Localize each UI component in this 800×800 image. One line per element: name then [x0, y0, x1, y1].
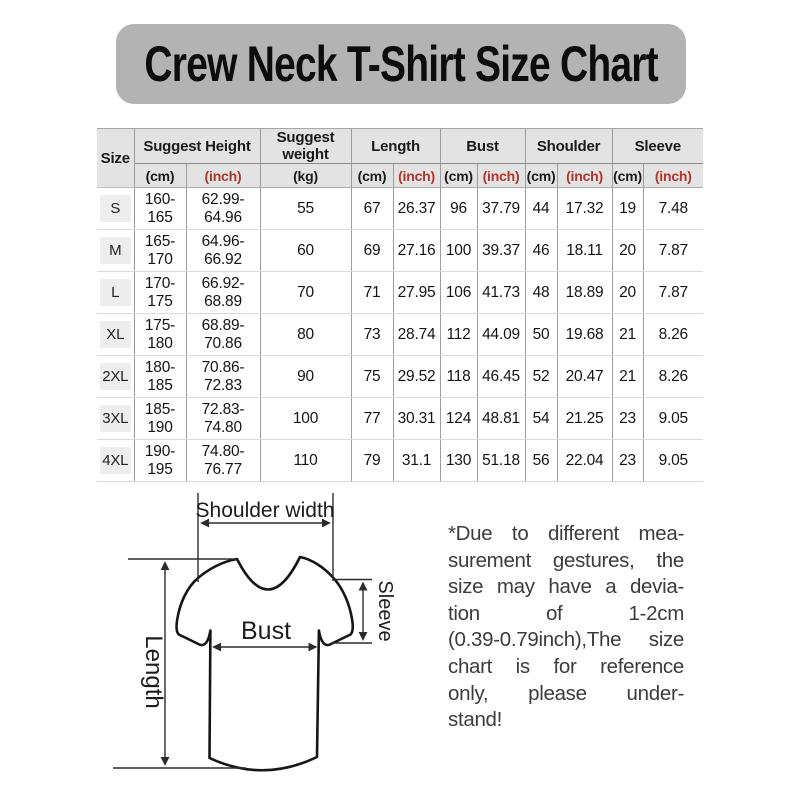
value-cell: 75 — [351, 356, 393, 398]
value-cell: 70 — [260, 272, 351, 314]
value-cell: 20 — [612, 272, 643, 314]
value-cell: 96 — [440, 188, 477, 230]
header-size: Size — [97, 129, 134, 188]
value-cell: 118 — [440, 356, 477, 398]
value-cell: 19.68 — [557, 314, 612, 356]
value-cell: 46.45 — [477, 356, 525, 398]
value-cell: 90 — [260, 356, 351, 398]
shoulder-width-label: Shoulder width — [195, 499, 335, 522]
value-cell: 100 — [260, 398, 351, 440]
header-suggest-height: Suggest Height — [134, 129, 260, 164]
value-cell: 69 — [351, 230, 393, 272]
value-cell: 17.32 — [557, 188, 612, 230]
table-row — [97, 440, 703, 482]
page-title: Crew Neck T-Shirt Size Chart — [144, 36, 658, 92]
value-cell: 7.87 — [643, 272, 703, 314]
value-cell: 48 — [525, 272, 557, 314]
disclaimer-line: surement gestures, the — [448, 548, 684, 572]
unit-sleeve-inch: (inch) — [643, 164, 703, 188]
value-cell: 190-195 — [134, 440, 186, 482]
table-row — [97, 398, 703, 440]
unit-weight-kg: (kg) — [260, 164, 351, 188]
size-cell — [97, 356, 134, 398]
unit-length-cm: (cm) — [351, 164, 393, 188]
table-row — [97, 188, 703, 230]
value-cell: 62.99-64.96 — [186, 188, 260, 230]
value-cell: 7.87 — [643, 230, 703, 272]
unit-bust-inch: (inch) — [477, 164, 525, 188]
size-label: S — [100, 195, 131, 222]
value-cell: 22.04 — [557, 440, 612, 482]
value-cell: 180-185 — [134, 356, 186, 398]
value-cell: 106 — [440, 272, 477, 314]
header-sleeve: Sleeve — [612, 129, 703, 164]
value-cell: 26.37 — [393, 188, 440, 230]
disclaimer-line: chart is for reference — [448, 654, 684, 678]
unit-length-inch: (inch) — [393, 164, 440, 188]
size-label: 2XL — [100, 363, 131, 390]
disclaimer-line: size may have a devia- — [448, 575, 684, 599]
size-cell — [97, 440, 134, 482]
value-cell: 21 — [612, 314, 643, 356]
table-row — [97, 272, 703, 314]
table-row — [97, 356, 703, 398]
size-label: XL — [100, 321, 131, 348]
value-cell: 185-190 — [134, 398, 186, 440]
title-banner — [116, 24, 686, 104]
value-cell: 46 — [525, 230, 557, 272]
unit-shoulder-cm: (cm) — [525, 164, 557, 188]
unit-sleeve-cm: (cm) — [612, 164, 643, 188]
header-length: Length — [351, 129, 440, 164]
value-cell: 41.73 — [477, 272, 525, 314]
value-cell: 77 — [351, 398, 393, 440]
size-table — [97, 128, 703, 482]
value-cell: 80 — [260, 314, 351, 356]
value-cell: 74.80-76.77 — [186, 440, 260, 482]
sleeve-label: Sleeve — [374, 580, 396, 642]
size-cell — [97, 398, 134, 440]
value-cell: 52 — [525, 356, 557, 398]
value-cell: 175-180 — [134, 314, 186, 356]
value-cell: 20.47 — [557, 356, 612, 398]
length-label: Length — [140, 635, 167, 709]
value-cell: 9.05 — [643, 440, 703, 482]
unit-bust-cm: (cm) — [440, 164, 477, 188]
value-cell: 31.1 — [393, 440, 440, 482]
header-group-row — [97, 129, 703, 164]
value-cell: 8.26 — [643, 356, 703, 398]
value-cell: 9.05 — [643, 398, 703, 440]
value-cell: 100 — [440, 230, 477, 272]
value-cell: 170-175 — [134, 272, 186, 314]
value-cell: 165-170 — [134, 230, 186, 272]
value-cell: 56 — [525, 440, 557, 482]
tshirt-outline — [176, 557, 352, 770]
size-table-header — [97, 129, 703, 188]
header-unit-row — [97, 164, 703, 188]
value-cell: 64.96-66.92 — [186, 230, 260, 272]
bust-label: Bust — [240, 617, 292, 645]
header-shoulder: Shoulder — [525, 129, 612, 164]
table-row — [97, 230, 703, 272]
value-cell: 51.18 — [477, 440, 525, 482]
size-cell — [97, 314, 134, 356]
size-table-body — [97, 188, 703, 482]
disclaimer-line: stand! — [448, 708, 503, 732]
value-cell: 29.52 — [393, 356, 440, 398]
value-cell: 21.25 — [557, 398, 612, 440]
size-cell — [97, 230, 134, 272]
value-cell: 160-165 — [134, 188, 186, 230]
value-cell: 50 — [525, 314, 557, 356]
size-label: 4XL — [100, 447, 131, 474]
value-cell: 130 — [440, 440, 477, 482]
value-cell: 73 — [351, 314, 393, 356]
value-cell: 112 — [440, 314, 477, 356]
disclaimer-line: tion of 1-2cm — [448, 601, 684, 625]
disclaimer-note — [448, 521, 684, 734]
value-cell: 44 — [525, 188, 557, 230]
value-cell: 39.37 — [477, 230, 525, 272]
header-bust: Bust — [440, 129, 525, 164]
unit-height-cm: (cm) — [134, 164, 186, 188]
value-cell: 21 — [612, 356, 643, 398]
value-cell: 18.11 — [557, 230, 612, 272]
value-cell: 27.16 — [393, 230, 440, 272]
value-cell: 68.89-70.86 — [186, 314, 260, 356]
value-cell: 19 — [612, 188, 643, 230]
value-cell: 79 — [351, 440, 393, 482]
value-cell: 66.92-68.89 — [186, 272, 260, 314]
value-cell: 23 — [612, 440, 643, 482]
size-label: 3XL — [100, 405, 131, 432]
value-cell: 54 — [525, 398, 557, 440]
unit-shoulder-inch: (inch) — [557, 164, 612, 188]
value-cell: 7.48 — [643, 188, 703, 230]
size-cell — [97, 188, 134, 230]
value-cell: 60 — [260, 230, 351, 272]
value-cell: 71 — [351, 272, 393, 314]
value-cell: 124 — [440, 398, 477, 440]
tshirt-measurement-diagram — [105, 480, 425, 800]
value-cell: 70.86-72.83 — [186, 356, 260, 398]
disclaimer-line: only, please under- — [448, 681, 684, 705]
unit-height-inch: (inch) — [186, 164, 260, 188]
value-cell: 30.31 — [393, 398, 440, 440]
value-cell: 44.09 — [477, 314, 525, 356]
value-cell: 37.79 — [477, 188, 525, 230]
table-row — [97, 314, 703, 356]
value-cell: 67 — [351, 188, 393, 230]
value-cell: 8.26 — [643, 314, 703, 356]
value-cell: 18.89 — [557, 272, 612, 314]
disclaimer-line: (0.39-0.79inch),The size — [448, 628, 684, 652]
value-cell: 20 — [612, 230, 643, 272]
value-cell: 27.95 — [393, 272, 440, 314]
size-cell — [97, 272, 134, 314]
value-cell: 28.74 — [393, 314, 440, 356]
value-cell: 48.81 — [477, 398, 525, 440]
value-cell: 55 — [260, 188, 351, 230]
value-cell: 72.83-74.80 — [186, 398, 260, 440]
value-cell: 23 — [612, 398, 643, 440]
size-label: M — [100, 237, 131, 264]
header-suggest-weight: Suggest weight — [260, 129, 351, 164]
size-label: L — [100, 279, 131, 306]
value-cell: 110 — [260, 440, 351, 482]
disclaimer-line: *Due to different mea- — [448, 522, 684, 545]
